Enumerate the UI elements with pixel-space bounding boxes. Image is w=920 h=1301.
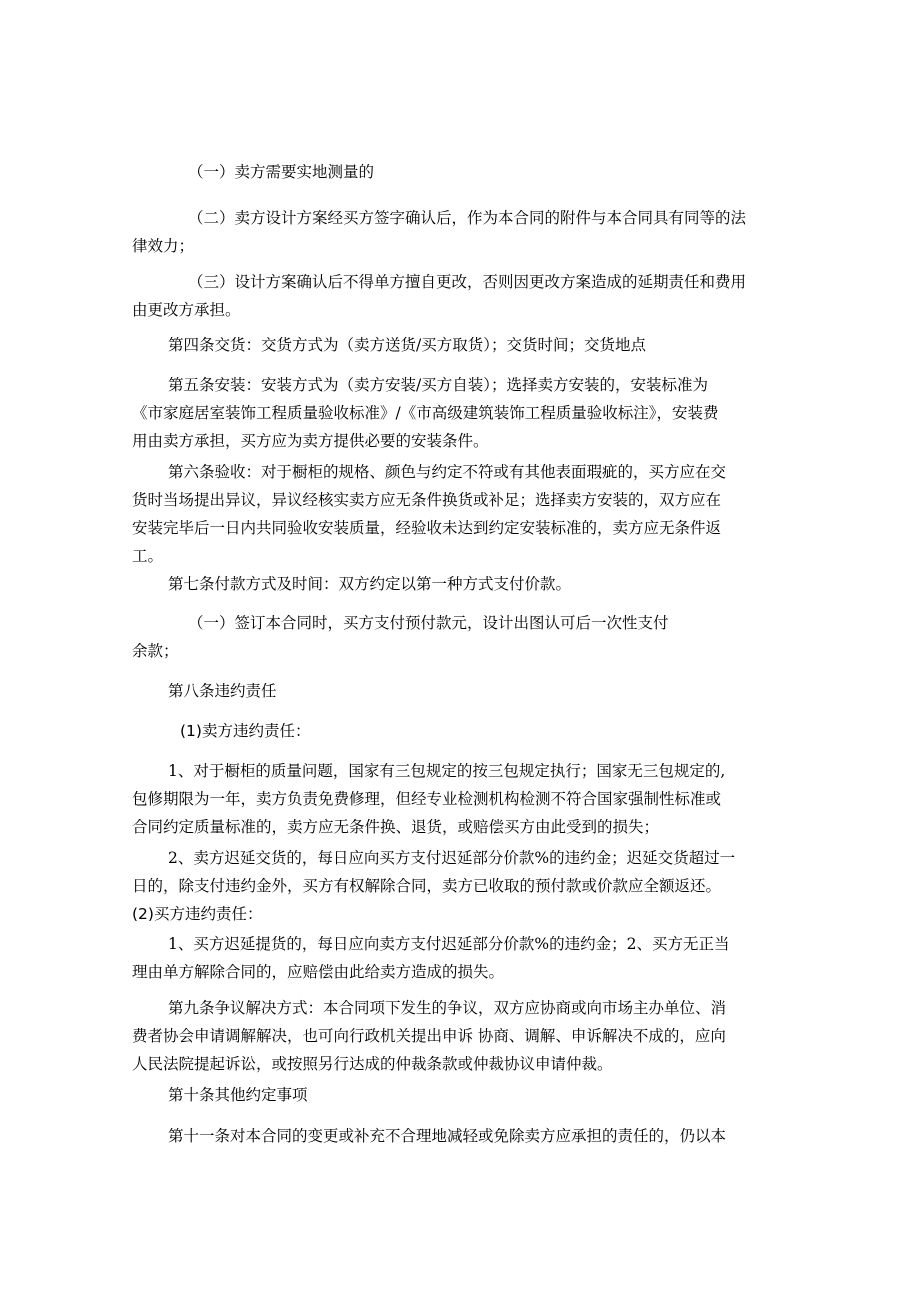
- text-line: 货时当场提出异议，异议经核实卖方应无条件换货或补足；选择卖方安装的，双方应在: [132, 491, 722, 509]
- text-line: 1、买方迟延提货的，每日应向卖方支付迟延部分价款%的违约金；2、买方无正当: [168, 935, 730, 953]
- text-line: 第四条交货：交货方式为（卖方送货/买方取货）；交货时间；交货地点: [168, 336, 646, 354]
- text-line: 第五条安装：安装方式为（卖方安装/买方自装）；选择卖方安装的，安装标准为: [168, 376, 708, 394]
- paragraph-1: [132, 158, 792, 186]
- text-line: （一）签订本合同时，买方支付预付款元，设计出图认可后一次性支付: [188, 614, 669, 632]
- paragraph-article-4: [132, 331, 792, 359]
- paragraph-article-9: [132, 994, 792, 1078]
- text-line: （三）设计方案确认后不得单方擅自更改，否则因更改方案造成的延期责任和费用: [188, 273, 747, 291]
- text-line: 由更改方承担。: [132, 301, 241, 319]
- paragraph-article-5: [132, 371, 792, 455]
- paragraph-article-7: [132, 570, 792, 598]
- text-line: 第十条其他约定事项: [168, 1086, 308, 1104]
- paragraph-article-8: [132, 677, 792, 705]
- text-line: 包修期限为一年，卖方负责免费修理，但经专业检测机构检测不符合国家强制性标准或: [132, 790, 722, 808]
- text-line: 第七条付款方式及时间：双方约定以第一种方式支付价款。: [168, 575, 572, 593]
- paragraph-article-6: [132, 458, 792, 570]
- paragraph-liability-1: [132, 757, 792, 841]
- text-line: (1)卖方违约责任：: [180, 722, 311, 740]
- text-line: 工。: [132, 547, 164, 565]
- text-line: 第六条验收：对于橱柜的规格、颜色与约定不符或有其他表面瑕疵的，买方应在交: [168, 463, 727, 481]
- paragraph-article-11: [132, 1122, 792, 1150]
- text-line: 日的，除支付违约金外，买方有权解除合同，卖方已收取的预付款或价款应全额返还。: [132, 877, 722, 895]
- text-line: 用由卖方承担，买方应为卖方提供必要的安装条件。: [132, 432, 489, 450]
- text-line: 1、对于橱柜的质量问题，国家有三包规定的按三包规定执行；国家无三包规定的,: [168, 762, 726, 780]
- text-line: 合同约定质量标准的，卖方应无条件换、退货，或赔偿买方由此受到的损失；: [132, 818, 660, 836]
- paragraph-liability-2: [132, 844, 792, 928]
- paragraph-3: [132, 268, 792, 324]
- text-line: （二）卖方设计方案经买方签字确认后，作为本合同的附件与本合同具有同等的法: [188, 209, 747, 227]
- text-line: 第八条违约责任: [168, 682, 277, 700]
- text-line: 理由单方解除合同的，应赔偿由此给卖方造成的损失。: [132, 963, 505, 981]
- text-line: 人民法院提起诉讼，或按照另行达成的仲裁条款或仲裁协议申请仲裁。: [132, 1055, 613, 1073]
- text-line: 《市家庭居室装饰工程质量验收标准》/《市高级建筑装饰工程质量验收标注》，安装费: [132, 404, 719, 422]
- text-line: 余款；: [132, 642, 179, 660]
- paragraph-payment-1: [132, 609, 792, 665]
- text-line: （一）卖方需要实地测量的: [188, 163, 375, 181]
- paragraph-2: [132, 204, 792, 260]
- text-line: 费者协会申请调解解决，也可向行政机关提出申诉 协商、调解、申诉解决不成的，应向: [132, 1027, 726, 1045]
- text-line: 第十一条对本合同的变更或补充不合理地减轻或免除卖方应承担的责任的，仍以本: [168, 1127, 727, 1145]
- text-line: 律效力；: [132, 237, 195, 255]
- text-line: (2)买方违约责任：: [132, 905, 263, 923]
- paragraph-article-10: [132, 1081, 792, 1109]
- paragraph-buyer-liability: [132, 930, 792, 986]
- text-line: 安装完毕后一日内共同验收安装质量，经验收未达到约定安装标准的，卖方应无条件返: [132, 519, 722, 537]
- text-line: 2、卖方迟延交货的，每日应向买方支付迟延部分价款%的违约金；迟延交货超过一: [168, 849, 736, 867]
- text-line: 第九条争议解决方式：本合同项下发生的争议，双方应协商或向市场主办单位、消: [168, 999, 727, 1017]
- paragraph-seller-liability: [132, 717, 792, 745]
